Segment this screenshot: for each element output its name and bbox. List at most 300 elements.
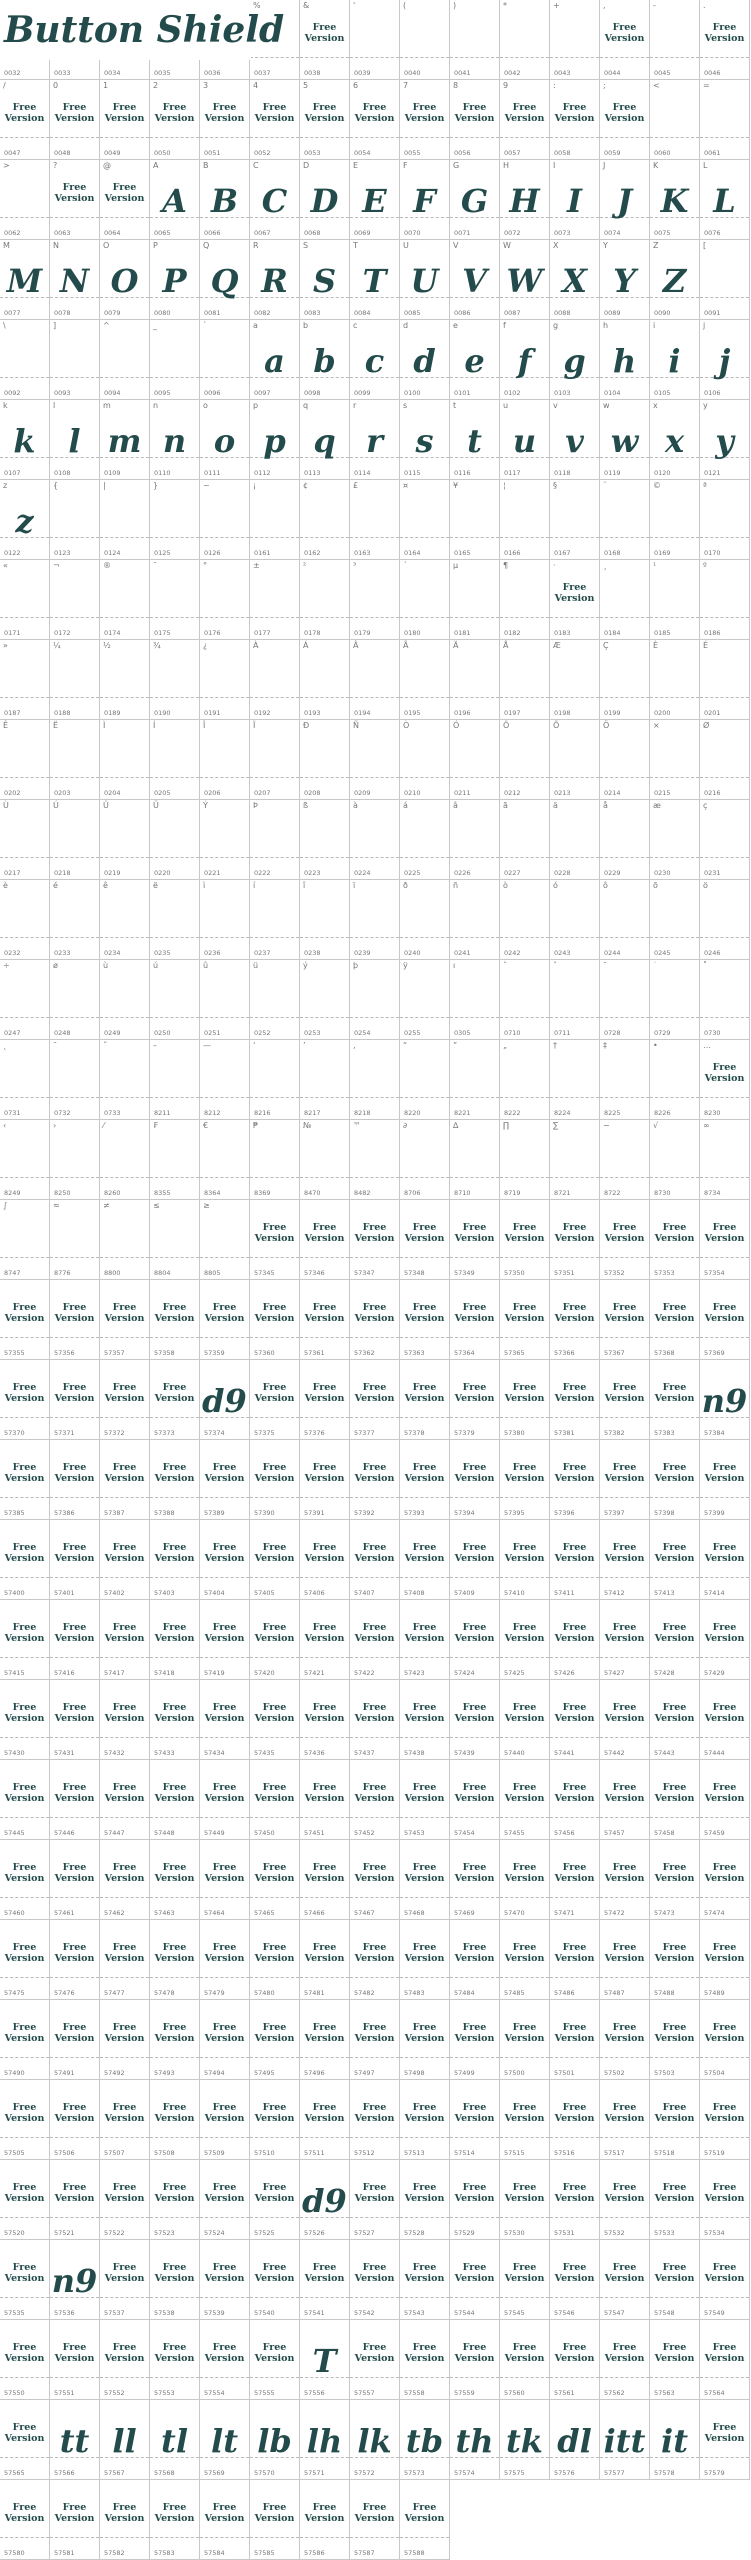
glyph [150, 660, 199, 702]
glyph-cell [0, 2400, 50, 2480]
glyph-cell [350, 1840, 400, 1920]
char-code: 0226 [454, 869, 471, 877]
source-char: Ú [53, 801, 59, 810]
char-code: 57487 [604, 1989, 625, 1997]
glyph-cell [550, 1120, 600, 1200]
char-code: 57359 [204, 1349, 225, 1357]
char-code: 0074 [604, 229, 621, 237]
free-version-label: Free Version [504, 1862, 545, 1884]
glyph-cell [250, 1440, 300, 1520]
char-code: 57392 [354, 1509, 375, 1517]
glyph [500, 20, 549, 62]
glyph-cell [500, 0, 550, 80]
char-code: 8260 [104, 1189, 121, 1197]
glyph [550, 1060, 599, 1102]
glyph [650, 20, 699, 62]
baseline [400, 2217, 449, 2218]
char-code: 0083 [304, 309, 321, 317]
glyph-cell [650, 2400, 700, 2480]
source-char: ˛ [3, 1041, 7, 1050]
glyph [200, 980, 249, 1022]
source-char: B [203, 161, 209, 170]
glyph-cell [550, 960, 600, 1040]
baseline [0, 1657, 49, 1658]
char-code: 0199 [604, 709, 621, 717]
char-code: 57559 [454, 2389, 475, 2397]
glyph [350, 740, 399, 782]
glyph-cell [600, 2000, 650, 2080]
glyph-cell [250, 160, 300, 240]
free-version-label: Free Version [404, 2262, 445, 2284]
glyph [200, 660, 249, 702]
char-code: 57458 [654, 1829, 675, 1837]
glyph [700, 900, 749, 942]
char-code: 57443 [654, 1749, 675, 1757]
glyph: it [661, 2422, 688, 2460]
char-code: 57363 [404, 1349, 425, 1357]
source-char: ø [53, 961, 58, 970]
free-version-label: Free Version [704, 1702, 745, 1724]
baseline [200, 1497, 249, 1498]
baseline [700, 1497, 749, 1498]
glyph-cell [200, 1040, 250, 1120]
char-code: 57380 [504, 1429, 525, 1437]
free-version-label: Free Version [304, 2102, 345, 2124]
baseline [350, 2377, 399, 2378]
free-version-label: Free Version [54, 1862, 95, 1884]
baseline [500, 2377, 549, 2378]
baseline [50, 2057, 99, 2058]
glyph-cell [550, 880, 600, 960]
glyph-cell [500, 480, 550, 560]
glyph-cell [600, 1680, 650, 1760]
glyph [700, 660, 749, 702]
char-code: 57396 [554, 1509, 575, 1517]
source-char: € [203, 1121, 209, 1130]
baseline [700, 1337, 749, 1338]
baseline [650, 1257, 699, 1258]
source-char: î [303, 881, 306, 890]
baseline [200, 1737, 249, 1738]
free-version-label: Free Version [4, 102, 45, 124]
baseline [550, 1497, 599, 1498]
glyph-cell [550, 800, 600, 880]
glyph-cell [550, 1840, 600, 1920]
source-char: ± [253, 561, 260, 570]
char-code: 57447 [104, 1829, 125, 1837]
glyph-cell [300, 1200, 350, 1280]
glyph-cell [400, 2320, 450, 2400]
glyph: k [13, 422, 36, 460]
char-code: 0248 [54, 1029, 71, 1037]
glyph-cell [0, 1360, 50, 1440]
char-code: 57397 [604, 1509, 625, 1517]
glyph-cell [150, 2320, 200, 2400]
glyph-cell [600, 1760, 650, 1840]
glyph-cell [350, 1040, 400, 1120]
free-version-label: Free Version [154, 1782, 195, 1804]
char-code: 0180 [404, 629, 421, 637]
glyph-cell [150, 160, 200, 240]
free-version-label: Free Version [54, 1942, 95, 1964]
glyph-cell [0, 720, 50, 800]
char-code: 57430 [4, 1749, 25, 1757]
free-version-label: Free Version [104, 1942, 145, 1964]
char-code: 0187 [4, 709, 21, 717]
glyph-cell [300, 2320, 350, 2400]
glyph-cell [600, 0, 650, 80]
char-code: 57442 [604, 1749, 625, 1757]
free-version-label: Free Version [154, 1942, 195, 1964]
glyph-cell [600, 2160, 650, 2240]
free-version-label: Free Version [704, 2262, 745, 2284]
glyph: lb [257, 2422, 292, 2460]
baseline [50, 1417, 99, 1418]
source-char: í [253, 881, 256, 890]
source-char: ‚ [353, 1041, 356, 1050]
free-version-label: Free Version [4, 2502, 45, 2524]
glyph-cell [100, 2480, 150, 2560]
glyph-cell [0, 80, 50, 160]
char-code: 57482 [354, 1989, 375, 1997]
char-code: 57544 [454, 2309, 475, 2317]
glyph-cell [0, 640, 50, 720]
free-version-label: Free Version [304, 102, 345, 124]
glyph-cell [450, 2160, 500, 2240]
glyph [100, 1060, 149, 1102]
free-version-label: Free Version [204, 1942, 245, 1964]
char-code: 57448 [154, 1829, 175, 1837]
char-code: 0081 [204, 309, 221, 317]
glyph: lt [211, 2422, 238, 2460]
char-code: 0169 [654, 549, 671, 557]
glyph-cell [0, 1920, 50, 2000]
char-code: 57452 [354, 1829, 375, 1837]
glyph-cell [650, 1760, 700, 1840]
char-code: 57579 [704, 2469, 725, 2477]
baseline [600, 1737, 649, 1738]
char-code: 0214 [604, 789, 621, 797]
baseline [100, 2217, 149, 2218]
char-code: 0179 [354, 629, 371, 637]
glyph-cell [350, 560, 400, 640]
glyph-cell [600, 1040, 650, 1120]
char-code: 0166 [504, 549, 521, 557]
glyph-cell [550, 1920, 600, 2000]
glyph [700, 740, 749, 782]
char-code: 8222 [504, 1109, 521, 1117]
glyph: d9 [202, 1382, 247, 1420]
glyph-cell [300, 1600, 350, 1680]
glyph-cell [350, 160, 400, 240]
free-version-label: Free Version [254, 2102, 295, 2124]
char-code: 57525 [254, 2229, 275, 2237]
free-version-label: Free Version [154, 1302, 195, 1324]
baseline [700, 1257, 749, 1258]
free-version-label: Free Version [54, 182, 95, 204]
char-code: 0086 [454, 309, 471, 317]
char-code: 0238 [304, 949, 321, 957]
char-code: 0245 [654, 949, 671, 957]
glyph-cell [200, 80, 250, 160]
baseline [100, 1897, 149, 1898]
free-version-label: Free Version [154, 1382, 195, 1404]
char-code: 57555 [254, 2389, 275, 2397]
glyph-cell [450, 880, 500, 960]
free-version-label: Free Version [404, 1542, 445, 1564]
char-code: 0202 [4, 789, 21, 797]
glyph-cell [300, 2160, 350, 2240]
char-code: 57556 [304, 2389, 325, 2397]
char-code: 57499 [454, 2069, 475, 2077]
char-code: 57428 [654, 1669, 675, 1677]
glyph-cell [350, 1760, 400, 1840]
free-version-label: Free Version [454, 102, 495, 124]
free-version-label: Free Version [154, 2262, 195, 2284]
free-version-label: Free Version [104, 1622, 145, 1644]
glyph-cell [150, 1360, 200, 1440]
baseline [250, 1337, 299, 1338]
char-code: 57420 [254, 1669, 275, 1677]
glyph: t [467, 422, 482, 460]
free-version-label: Free Version [704, 1222, 745, 1244]
glyph: n9 [51, 2262, 98, 2300]
glyph-cell [450, 1840, 500, 1920]
source-char: ≥ [203, 1201, 210, 1210]
baseline [50, 2137, 99, 2138]
free-version-label: Free Version [654, 1542, 695, 1564]
free-version-label: Free Version [254, 2022, 295, 2044]
char-code: 0072 [504, 229, 521, 237]
glyph [200, 580, 249, 622]
source-char: H [503, 161, 510, 170]
char-code: 57474 [704, 1909, 725, 1917]
char-code: 57497 [354, 2069, 375, 2077]
glyph-cell [300, 80, 350, 160]
glyph-cell [400, 1280, 450, 1360]
char-code: 57566 [54, 2469, 75, 2477]
glyph [50, 740, 99, 782]
char-code: 0216 [704, 789, 721, 797]
glyph-cell [450, 1680, 500, 1760]
char-code: 57519 [704, 2149, 725, 2157]
free-version-label: Free Version [154, 2342, 195, 2364]
baseline [350, 2537, 399, 2538]
glyph-cell [700, 320, 750, 400]
source-char: â [453, 801, 458, 810]
char-code: 8776 [54, 1269, 71, 1277]
free-version-label: Free Version [254, 2262, 295, 2284]
source-char: d [403, 321, 409, 330]
source-char: õ [653, 881, 658, 890]
char-code: 0055 [404, 149, 421, 157]
glyph [650, 1060, 699, 1102]
char-code: 0082 [254, 309, 271, 317]
glyph-cell [50, 400, 100, 480]
free-version-label: Free Version [254, 102, 295, 124]
source-char: 4 [253, 81, 259, 90]
char-code: 0043 [554, 69, 571, 77]
glyph [200, 820, 249, 862]
glyph-cell [200, 480, 250, 560]
char-code: 57436 [304, 1749, 325, 1757]
glyph-cell [200, 1120, 250, 1200]
free-version-label: Free Version [204, 102, 245, 124]
char-code: 57569 [204, 2469, 225, 2477]
free-version-label: Free Version [454, 1942, 495, 1964]
baseline [300, 1977, 349, 1978]
char-code: 57571 [304, 2469, 325, 2477]
char-code: 57570 [254, 2469, 275, 2477]
glyph-cell [200, 1200, 250, 1280]
glyph-cell [50, 2480, 100, 2560]
free-version-label: Free Version [354, 1702, 395, 1724]
source-char: ÷ [3, 961, 10, 970]
glyph-cell [0, 160, 50, 240]
free-version-label: Free Version [54, 2182, 95, 2204]
glyph-cell [450, 240, 500, 320]
glyph-cell [300, 320, 350, 400]
char-code: 57424 [454, 1669, 475, 1677]
glyph-cell [350, 1600, 400, 1680]
source-char: ∫ [3, 1201, 8, 1210]
char-code: 0165 [454, 549, 471, 557]
glyph-cell [650, 240, 700, 320]
char-code: 0223 [304, 869, 321, 877]
baseline [650, 1897, 699, 1898]
baseline [150, 1657, 199, 1658]
source-char: x [653, 401, 658, 410]
source-char: ≠ [103, 1201, 110, 1210]
glyph-cell [100, 160, 150, 240]
glyph-cell [500, 2320, 550, 2400]
char-code: 57578 [654, 2469, 675, 2477]
glyph-cell [50, 1760, 100, 1840]
glyph-cell [50, 1520, 100, 1600]
glyph-cell [500, 2080, 550, 2160]
glyph [100, 1140, 149, 1182]
char-code: 0115 [404, 469, 421, 477]
glyph [650, 740, 699, 782]
free-version-label: Free Version [704, 1782, 745, 1804]
glyph-cell [300, 800, 350, 880]
glyph-cell [100, 560, 150, 640]
glyph-cell [450, 2080, 500, 2160]
glyph-cell [700, 1520, 750, 1600]
char-code: 57585 [254, 2549, 275, 2557]
glyph: K [660, 182, 689, 220]
glyph [0, 180, 49, 222]
char-code: 8734 [704, 1189, 721, 1197]
glyph-cell [550, 480, 600, 560]
free-version-label: Free Version [454, 2262, 495, 2284]
glyph-cell [200, 960, 250, 1040]
char-code: 0092 [4, 389, 21, 397]
baseline [350, 137, 399, 138]
free-version-label: Free Version [354, 1862, 395, 1884]
free-version-label: Free Version [554, 1542, 595, 1564]
free-version-label: Free Version [404, 2102, 445, 2124]
glyph-cell [250, 880, 300, 960]
char-code: 57536 [54, 2309, 75, 2317]
glyph [600, 820, 649, 862]
char-code: 57539 [204, 2309, 225, 2317]
glyph-cell [600, 320, 650, 400]
glyph [350, 580, 399, 622]
char-code: 0168 [604, 549, 621, 557]
source-char: À [253, 641, 259, 650]
glyph: q [313, 422, 336, 460]
baseline [300, 1657, 349, 1658]
free-version-label: Free Version [654, 1462, 695, 1484]
glyph-cell [250, 1760, 300, 1840]
source-char: D [303, 161, 310, 170]
glyph-cell [400, 880, 450, 960]
baseline [0, 2537, 49, 2538]
glyph: tl [161, 2422, 188, 2460]
free-version-label: Free Version [404, 1302, 445, 1324]
source-char: Ï [253, 721, 256, 730]
baseline [250, 1257, 299, 1258]
free-version-label: Free Version [354, 1542, 395, 1564]
char-code: 0162 [304, 549, 321, 557]
char-code: 0200 [654, 709, 671, 717]
free-version-label: Free Version [354, 2262, 395, 2284]
glyph-cell [200, 2320, 250, 2400]
char-code: 0192 [254, 709, 271, 717]
source-char: Ù [3, 801, 9, 810]
glyph: n [162, 422, 187, 460]
glyph-cell [0, 800, 50, 880]
glyph-cell [50, 1280, 100, 1360]
baseline [450, 1337, 499, 1338]
free-version-label: Free Version [554, 1622, 595, 1644]
free-version-label: Free Version [354, 1382, 395, 1404]
char-code: 57586 [304, 2549, 325, 2557]
glyph-cell [150, 1920, 200, 2000]
char-code: 57373 [154, 1429, 175, 1437]
char-code: 8721 [554, 1189, 571, 1197]
char-code: 57415 [4, 1669, 25, 1677]
glyph [150, 980, 199, 1022]
char-code: 0170 [704, 549, 721, 557]
source-char: å [603, 801, 608, 810]
glyph-cell [450, 480, 500, 560]
source-char: ‹ [3, 1121, 7, 1130]
free-version-label: Free Version [454, 1222, 495, 1244]
glyph: T [362, 262, 387, 300]
source-char: ~ [203, 481, 210, 490]
glyph-cell [200, 2080, 250, 2160]
glyph-cell [500, 160, 550, 240]
glyph [600, 1140, 649, 1182]
char-code: 0095 [154, 389, 171, 397]
glyph-cell [650, 2080, 700, 2160]
char-code: 0181 [454, 629, 471, 637]
char-code: 0080 [154, 309, 171, 317]
free-version-label: Free Version [504, 1382, 545, 1404]
glyph-cell [250, 1680, 300, 1760]
source-char: Ç [603, 641, 609, 650]
free-version-label: Free Version [504, 2022, 545, 2044]
glyph-cell [100, 1040, 150, 1120]
glyph-cell [100, 1600, 150, 1680]
glyph [50, 500, 99, 542]
char-code: 0036 [204, 69, 221, 77]
baseline [250, 1897, 299, 1898]
char-code: 57356 [54, 1349, 75, 1357]
glyph [100, 660, 149, 702]
